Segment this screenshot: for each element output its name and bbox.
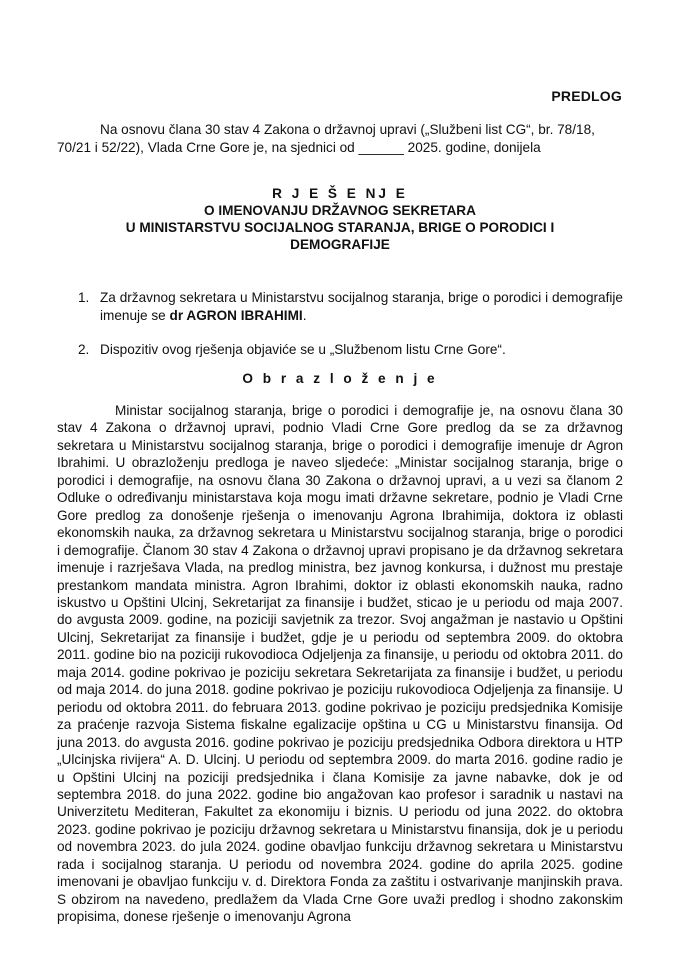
decision-title-line-4: DEMOGRAFIJE [290,237,390,252]
decision-item-text-end: . [302,307,307,323]
document-status-label: PREDLOG [551,88,622,104]
decision-item-text: Dispozitiv ovog rješenja objaviće se u „Službenom listu Crne Gore“. [100,342,506,357]
explanation-heading: O b r a z l o ž e n j e [242,371,438,386]
decision-title-line-1: R J E Š E NJ E [272,186,408,201]
decision-items-list [78,289,623,376]
decision-item-number: 2. [78,342,90,357]
preamble-paragraph: Na osnovu člana 30 stav 4 Zakona o državnoj upravi („Službeni list CG“, br. 78/18, 70/21 i 52/22), Vlada Crne Gore je, na sjednici od ______ 2025. godine, donijela [57,122,595,155]
decision-title-line-2: O IMENOVANJU DRŽAVNOG SEKRETARA [204,203,476,218]
decision-item-number: 1. [78,290,90,305]
appointee-name: dr AGRON IBRAHIMI [169,307,303,323]
decision-title [57,185,623,253]
decision-title-line-3: U MINISTARSTVU SOCIJALNOG STARANJA, BRIGE O PORODICI I [125,220,555,235]
decision-item [78,341,623,359]
decision-item [78,289,623,324]
decision-item-text: Za državnog sekretara u Ministarstvu socijalnog staranja, brige o porodici i demografije imenuje se [100,290,623,323]
explanation-paragraph: Ministar socijalnog staranja, brige o porodici i demografije je, na osnovu člana 30 stav 4 Zakona o državnoj upravi, podnio Vladi Crne Gore predlog da se za državnog sekretara u Ministarstvu socijalnog staranja, brige o porodici i demografije imenuje dr Agron Ibrahimi. U obrazloženju predloga je naveo sljedeće: „Ministar socijalnog staranja, brige o porodici i demografije, na osnovu člana 30 Zakona o državnoj upravi, a u vezi sa članom 2 Odluke o određivanju ministarstava koja mogu imati državne sekretare, podnio je Vladi Crne Gore predlog za donošenje rješenja o imenovanju Agrona Ibrahimija, doktora iz oblasti ekonomskih nauka, za državnog sekretara u Ministarstvu socijalnog staranja, brige o porodici i demografije. Članom 30 stav 4 Zakona o državnoj upravi propisano je da državnog sekretara imenuje i razrješava Vlada, na predlog ministra, bez javnog konkursa, i dužnost mu prestaje prestankom mandata ministra. Agron Ibrahimi, doktor iz oblasti ekonomskih nauka, radno iskustvo u Opštini Ulcinj, Sekretarijat za finansije i budžet, sticao je u periodu od maja 2007. do avgusta 2009. godine, na poziciji savjetnik za trezor. Svoj angažman je nastavio u Opštini Ulcinj, Sekretarijat za finansije i budžet, gdje je u periodu od septembra 2009. do oktobra 2011. godine bio na poziciji rukovodioca Odjeljenja za finansije, u periodu od oktobra 2011. do maja 2014. godine pokrivao je poziciju sekretara Sekretarijata za finansije i budžet, u periodu od maja 2014. do juna 2018. godine pokrivao je poziciju rukovodioca Odjeljenja za finansije. U periodu od oktobra 2011. do februara 2013. godine pokrivao je poziciju predsjednika Komisije za praćenje razvoja Sistema fiskalne egalizacije opština u CG u Ministarstvu finansija. Od juna 2013. do avgusta 2016. godine pokrivao je poziciju predsjednika Odbora direktora u HTP „Ulcinjska rivijera“ A. D. Ulcinj. U periodu od septembra 2009. do marta 2016. godine radio je u Opštini Ulcinj na poziciji predsjednika i člana Komisije za javne nabavke, dok je od septembra 2018. do juna 2022. godine bio angažovan kao profesor i saradnik u nastavi na Univerzitetu Mediteran, Fakultet za ekonomiju i biznis. U periodu od juna 2022. do oktobra 2023. godine pokrivao je poziciju državnog sekretara u Ministarstvu finansija, dok je u periodu od novembra 2023. do jula 2024. godine obavljao funkciju državnog sekretara u Ministarstvu rada i socijalnog staranja. U periodu od novembra 2024. godine do aprila 2025. godine imenovani je obavljao funkciju v. d. Direktora Fonda za zaštitu i ostvarivanje manjinskih prava. S obzirom na navedeno, predlažem da Vlada Crne Gore uvaži predlog i shodno zakonskim propisima, donese rješenje o imenovanju Agrona [57,403,624,925]
